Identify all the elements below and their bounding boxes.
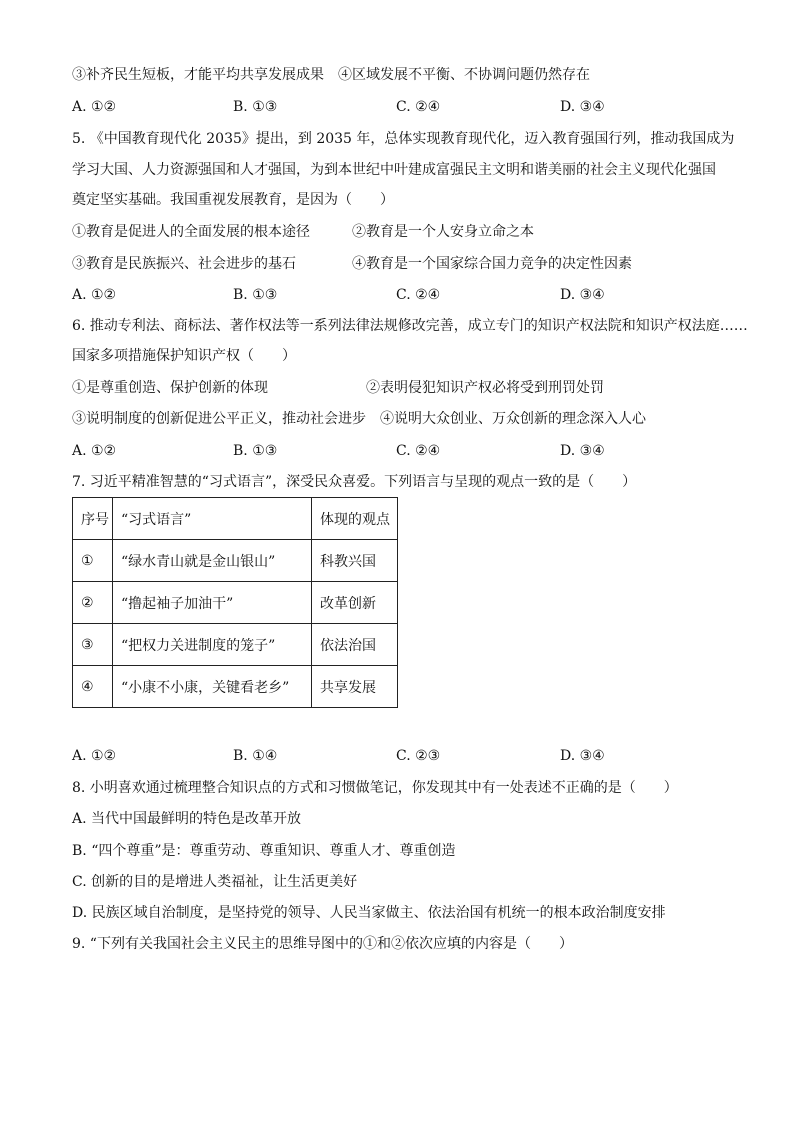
option-d: D. ③④ [560, 99, 605, 115]
q5-stem-line-3: 奠定坚实基础。我国重视发展教育，是因为（ ） [72, 192, 394, 208]
option-c: C. ②④ [396, 443, 441, 459]
option-a: A. ①② [72, 748, 117, 764]
table-cell: ① [73, 540, 113, 582]
option-c: C. ②④ [396, 99, 441, 115]
q8-choice-b: B. “四个尊重”是：尊重劳动、尊重知识、尊重人才、尊重创造 [72, 843, 456, 859]
q7-table [72, 497, 398, 708]
table-cell: ② [73, 582, 113, 624]
table-cell: ④ [73, 666, 113, 708]
q8-choice-c: C. 创新的目的是增进人类福祉，让生活更美好 [72, 874, 358, 890]
table-header-cell: 序号 [73, 498, 113, 540]
table-cell: “撸起袖子加油干” [113, 582, 312, 624]
q5-choice-line-1: ①教育是促进人的全面发展的根本途径 ②教育是一个人安身立命之本 [72, 224, 534, 240]
q5-options [72, 285, 752, 305]
option-d: D. ③④ [560, 748, 605, 764]
option-c: C. ②④ [396, 287, 441, 303]
option-a: A. ①② [72, 287, 117, 303]
q6-options [72, 441, 752, 461]
option-d: D. ③④ [560, 287, 605, 303]
table-header-row [73, 498, 398, 540]
table-header-cell: 体现的观点 [312, 498, 398, 540]
q5-stem-line-1: 5. 《中国教育现代化 2035》提出，到 2035 年，总体实现教育现代化，迈入教育强国行列，推动我国成为 [72, 131, 735, 147]
table-row [73, 624, 398, 666]
q7-stem: 7. 习近平精准智慧的“习式语言”，深受民众喜爱。下列语言与呈现的观点一致的是（ ） [72, 474, 637, 490]
q8-choice-a: A. 当代中国最鲜明的特色是改革开放 [72, 811, 302, 827]
table-row [73, 540, 398, 582]
option-b: B. ①④ [233, 748, 278, 764]
q7-options [72, 746, 752, 766]
table-header-cell: “习式语言” [113, 498, 312, 540]
option-a: A. ①② [72, 99, 117, 115]
q6-stem-line-2: 国家多项措施保护知识产权（ ） [72, 348, 296, 364]
table-cell: 科教兴国 [312, 540, 398, 582]
q4-options [72, 97, 752, 117]
table-cell: 依法治国 [312, 624, 398, 666]
table-row [73, 582, 398, 624]
q6-stem-line-1: 6. 推动专利法、商标法、著作权法等一系列法律法规修改完善，成立专门的知识产权法院和知识产权法庭…… [72, 318, 748, 334]
q5-choice-line-2: ③教育是民族振兴、社会进步的基石 ④教育是一个国家综合国力竞争的决定性因素 [72, 256, 632, 272]
table-row [73, 666, 398, 708]
q8-choice-d: D. 民族区域自治制度，是坚持党的领导、人民当家做主、依法治国有机统一的根本政治制度安排 [72, 905, 666, 921]
q4-choice-line: ③补齐民生短板，才能平均共享发展成果 ④区域发展不平衡、不协调问题仍然存在 [72, 67, 590, 83]
option-b: B. ①③ [233, 287, 278, 303]
option-d: D. ③④ [560, 443, 605, 459]
option-b: B. ①③ [233, 443, 278, 459]
table-cell: “把权力关进制度的笼子” [113, 624, 312, 666]
option-b: B. ①③ [233, 99, 278, 115]
table-cell: 共享发展 [312, 666, 398, 708]
q6-choice-line-2: ③说明制度的创新促进公平正义，推动社会进步 ④说明大众创业、万众创新的理念深入人心 [72, 411, 646, 427]
table-cell: “小康不小康，关键看老乡” [113, 666, 312, 708]
table-cell: ③ [73, 624, 113, 666]
table-cell: “绿水青山就是金山银山” [113, 540, 312, 582]
option-a: A. ①② [72, 443, 117, 459]
table-cell: 改革创新 [312, 582, 398, 624]
option-c: C. ②③ [396, 748, 441, 764]
q6-choice-line-1: ①是尊重创造、保护创新的体现 ②表明侵犯知识产权必将受到刑罚处罚 [72, 380, 604, 396]
q9-stem: 9. “下列有关我国社会主义民主的思维导图中的①和②依次应填的内容是（ ） [72, 936, 573, 952]
q5-stem-line-2: 学习大国、人力资源强国和人才强国，为到本世纪中叶建成富强民主文明和谐美丽的社会主义现代化强国 [72, 162, 716, 178]
q8-stem: 8. 小明喜欢通过梳理整合知识点的方式和习惯做笔记，你发现其中有一处表述不正确的是（ ） [72, 780, 678, 796]
